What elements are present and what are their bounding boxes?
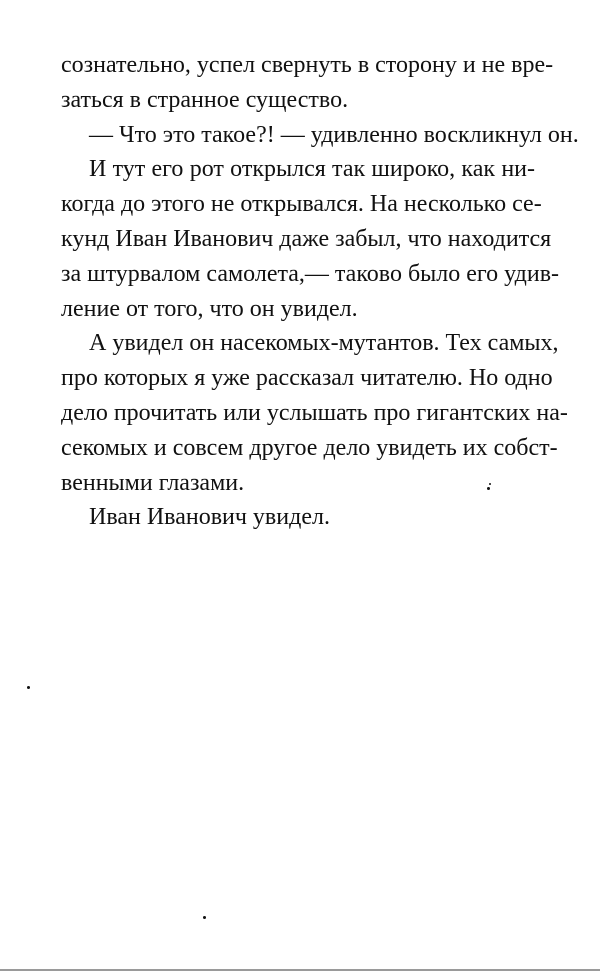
scan-speck (487, 487, 490, 490)
text-line: ление от того, что он увидел. (61, 295, 358, 322)
text-line: И тут его рот открылся так широко, как ни- (89, 156, 535, 183)
scan-speck (489, 483, 491, 485)
text-line: про которых я уже рассказал читателю. Но одно (61, 365, 553, 392)
text-line: заться в странное существо. (61, 86, 349, 113)
scan-speck (203, 916, 206, 919)
page-bottom-edge (0, 969, 600, 971)
text-line: сознательно, успел свернуть в сторону и не вре- (61, 52, 554, 78)
text-line: А увидел он насекомых-мутантов. Тех самых, (89, 330, 559, 357)
text-line: секомых и совсем другое дело увидеть их собст- (61, 434, 558, 461)
text-line: когда до этого не открывался. На несколько се- (61, 191, 542, 218)
page-text (61, 48, 579, 535)
text-line: Иван Иванович увидел. (89, 504, 330, 531)
text-line: венными глазами. (61, 469, 245, 496)
text-line: за штурвалом самолета,— таково было его удив- (61, 260, 560, 287)
text-line: дело прочитать или услышать про гигантских на- (61, 399, 568, 426)
text-line: кунд Иван Иванович даже забыл, что находится (61, 225, 552, 252)
text-line: — Что это такое?! — удивленно воскликнул он. (89, 121, 579, 148)
scan-speck (27, 686, 30, 689)
